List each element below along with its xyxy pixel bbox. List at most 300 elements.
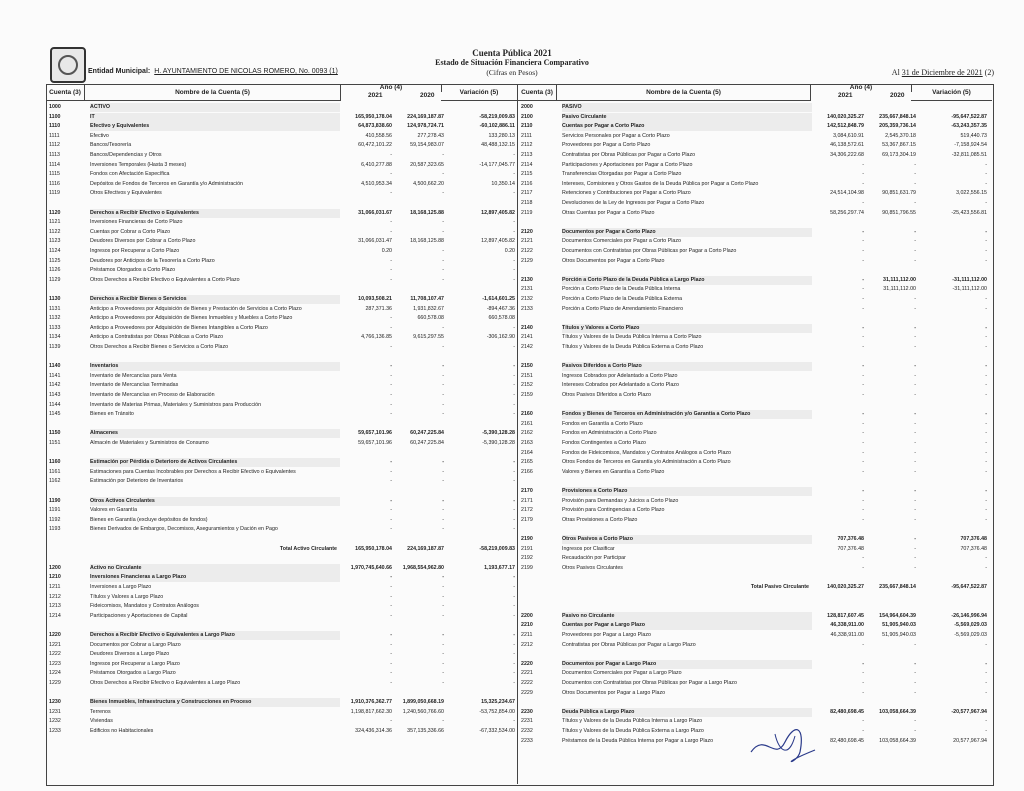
date-value: 31 de Diciembre de 2021 — [901, 68, 983, 77]
amount-2021: - — [390, 152, 392, 158]
amount-variacion: - — [985, 488, 987, 494]
amount-2020: - — [914, 468, 916, 475]
amount-2021: 142,512,848.79 — [827, 123, 864, 130]
amount-2020: - — [442, 363, 444, 370]
amount-2021: 64,873,838.60 — [358, 123, 392, 130]
col-nombre-right: Nombre de la Cuenta (5) — [557, 84, 811, 101]
amount-2021: - — [862, 440, 864, 446]
right-table-row — [519, 679, 989, 688]
amount-2020: - — [442, 190, 444, 197]
account-code: 2119 — [521, 209, 533, 216]
amount-2021: 128,817,607.45 — [827, 612, 864, 619]
amount-variacion: - — [513, 219, 515, 226]
left-table-row — [47, 295, 517, 304]
account-name: Documentos Comerciales por Pagar a Largo Plazo — [562, 670, 682, 677]
account-name: Inventario de Mercancías en Proceso de Elaboración — [90, 392, 215, 398]
account-code: 1145 — [49, 411, 61, 418]
account-code: 1121 — [49, 219, 61, 226]
account-code: 2163 — [521, 440, 533, 446]
account-name: Deudores por Anticipos de la Tesorería a Corto Plazo — [90, 257, 215, 264]
amount-2021: - — [390, 190, 392, 197]
right-table-row — [519, 650, 989, 659]
right-table-row — [519, 218, 989, 227]
amount-2021: - — [862, 276, 864, 283]
amount-2020: 277,278.43 — [417, 132, 444, 139]
amount-variacion: - — [985, 238, 987, 245]
right-table-row — [519, 228, 989, 237]
left-table-row — [47, 602, 517, 611]
left-table-row — [47, 343, 517, 352]
amount-2021: - — [862, 718, 864, 725]
amount-2020: 11,708,107.47 — [410, 296, 444, 302]
account-name: Provisión para Contingencias a Corto Plazo — [562, 507, 665, 514]
account-code: 2199 — [521, 564, 533, 571]
amount-variacion: - — [513, 478, 515, 485]
amount-2020: - — [914, 382, 916, 389]
amount-variacion: - — [985, 257, 987, 264]
account-code: 1232 — [49, 718, 61, 725]
right-table-row — [519, 247, 989, 256]
account-code: 1191 — [49, 507, 61, 514]
account-name: Porción a Corto Plazo de la Deuda Pública a Largo Plazo — [562, 276, 705, 283]
amount-variacion: - — [985, 334, 987, 341]
amount-variacion: - — [513, 190, 515, 197]
account-code: 1114 — [49, 161, 60, 168]
amount-2021: 46,138,572.61 — [830, 142, 864, 149]
amount-variacion: - — [513, 324, 515, 331]
amount-2020: - — [442, 632, 444, 638]
amount-2021: 31,066,031.67 — [358, 209, 392, 216]
account-code: 1139 — [49, 344, 61, 350]
amount-2020: - — [914, 555, 916, 562]
amount-2021: - — [390, 526, 392, 533]
account-name: Proveedores por Pagar a Corto Plazo — [562, 142, 651, 149]
account-code: 1144 — [49, 401, 61, 408]
left-table-row — [47, 727, 517, 736]
left-table-row — [47, 631, 517, 640]
account-code: 2179 — [521, 516, 533, 523]
account-code: 2231 — [521, 718, 533, 725]
account-name: Anticipo a Proveedores por Adquisición de Bienes y Prestación de Servicios a Corto Plazo — [90, 305, 302, 312]
amount-2020: - — [914, 507, 916, 514]
account-name: Fondos de Fideicomisos, Mandatos y Contratos Análogos a Corto Plazo — [562, 449, 732, 456]
account-name: Ingresos por Recuperar a Corto Plazo — [90, 248, 180, 254]
account-name: Otros Derechos a Recibir Efectivo o Equivalentes a Largo Plazo — [90, 680, 241, 686]
amount-variacion: -5,390,128.28 — [482, 430, 515, 437]
amount-2021: 324,436,314.36 — [355, 728, 392, 734]
amount-variacion: - — [513, 392, 515, 398]
account-code: 2131 — [521, 286, 533, 293]
amount-variacion: - — [985, 420, 987, 427]
amount-2020: - — [914, 488, 916, 494]
account-code: 2221 — [521, 670, 533, 677]
amount-2020: - — [442, 401, 444, 408]
amount-2020: - — [914, 459, 916, 466]
right-table-row — [519, 458, 989, 467]
amount-2020: - — [442, 392, 444, 398]
amount-2021: - — [862, 680, 864, 686]
right-table-row — [519, 180, 989, 189]
account-code: 2222 — [521, 680, 533, 686]
account-code: 1214 — [49, 612, 61, 619]
right-table-row — [519, 545, 989, 554]
left-table-row — [47, 439, 517, 448]
left-table-row — [47, 209, 517, 218]
amount-2021: - — [862, 180, 864, 187]
amount-variacion: - — [513, 257, 515, 264]
amount-variacion: - — [513, 718, 515, 725]
account-name: Documentos por Cobrar a Largo Plazo — [90, 641, 181, 648]
amount-2020: - — [914, 660, 916, 667]
amount-variacion: - — [985, 564, 987, 571]
amount-2021: 59,657,101.96 — [358, 440, 392, 446]
amount-2020: - — [914, 536, 916, 542]
amount-variacion: -58,219,009.83 — [479, 113, 515, 120]
date-prefix: Al — [891, 68, 900, 77]
col-cuenta-right: Cuenta (3) — [518, 84, 557, 101]
amount-2020: 660,578.08 — [417, 315, 444, 322]
amount-2021: - — [390, 507, 392, 514]
amount-2020: - — [914, 516, 916, 523]
account-code: 2160 — [521, 411, 533, 418]
account-name: Devoluciones de la Ley de Ingresos por Pagar a Corto Plazo — [562, 200, 705, 206]
amount-2020: - — [442, 459, 444, 466]
amount-2021: 140,020,325.27 — [827, 113, 864, 120]
amount-variacion: - — [513, 459, 515, 466]
account-code: 1132 — [49, 315, 61, 322]
amount-2020: - — [442, 478, 444, 485]
amount-2020: 224,169,187.87 — [407, 545, 444, 552]
left-table-row — [47, 583, 517, 592]
account-code: 1143 — [49, 392, 61, 398]
account-code: 2111 — [521, 132, 532, 139]
amount-2021: 4,766,136.85 — [361, 334, 392, 341]
account-name: Provisión para Demandas y Juicios a Corto Plazo — [562, 497, 679, 504]
right-table-row — [519, 525, 989, 534]
amount-2021: 1,198,817,662.30 — [350, 708, 392, 715]
amount-2020: - — [442, 680, 444, 686]
amount-2021: 3,084,610.91 — [833, 132, 864, 139]
account-name: Otros Documentos por Pagar a Corto Plazo — [562, 257, 665, 264]
amount-2020: - — [442, 152, 444, 158]
entity-line — [88, 68, 338, 75]
left-table-row — [47, 593, 517, 602]
account-code: 2114 — [521, 161, 533, 168]
amount-2020: - — [914, 670, 916, 677]
amount-2020: - — [442, 257, 444, 264]
amount-variacion: - — [985, 660, 987, 667]
amount-2021: - — [862, 372, 864, 379]
right-table-row — [519, 698, 989, 707]
amount-2021: 1,970,745,640.66 — [350, 564, 392, 571]
amount-variacion: - — [513, 593, 515, 600]
account-code: 2212 — [521, 641, 533, 648]
left-table-row — [47, 506, 517, 515]
left-table-row — [47, 458, 517, 467]
account-name: Anticipo a Proveedores por Adquisición de Bienes Inmuebles y Muebles a Corto Plazo — [90, 315, 293, 322]
amount-2021: - — [390, 276, 392, 283]
amount-2021: - — [862, 459, 864, 466]
amount-variacion: - — [985, 459, 987, 466]
amount-2020: - — [442, 516, 444, 523]
amount-2021: - — [390, 478, 392, 485]
account-name: Estimaciones para Cuentas Incobrables por Derechos a Recibir Efectivo o Equivalentes — [90, 468, 296, 475]
account-name: Otros Documentos por Pagar a Largo Plazo — [562, 689, 666, 696]
amount-2021: 82,480,698.45 — [830, 708, 864, 715]
amount-variacion: - — [985, 228, 987, 235]
right-table-row — [519, 285, 989, 294]
amount-variacion: 20,577,967.94 — [953, 737, 987, 744]
amount-variacion: 133,280.13 — [488, 132, 515, 139]
amount-2020: - — [914, 257, 916, 264]
amount-2021: 60,472,101.22 — [358, 142, 392, 149]
account-code: 2190 — [521, 536, 533, 542]
account-code: 2140 — [521, 324, 533, 331]
right-table-row — [519, 324, 989, 333]
account-code: 2142 — [521, 344, 533, 350]
amount-2021: - — [390, 497, 392, 504]
amount-2021: - — [862, 689, 864, 696]
amount-2021: - — [390, 660, 392, 667]
amount-2020: - — [914, 718, 916, 725]
account-name: Total Activo Circulante — [279, 545, 337, 552]
amount-2020: - — [914, 171, 916, 178]
amount-2021: - — [862, 497, 864, 504]
account-code: 1162 — [49, 478, 61, 485]
amount-variacion: - — [985, 497, 987, 504]
document-subtitle: Estado de Situación Financiera Comparativo — [435, 58, 589, 67]
left-table-row — [47, 228, 517, 237]
col-2021-right: 2021 — [838, 92, 853, 99]
left-table-row — [47, 161, 517, 170]
left-table-row — [47, 669, 517, 678]
account-name: Inversiones a Largo Plazo — [90, 584, 152, 590]
amount-2021: - — [862, 200, 864, 206]
left-table-row — [47, 708, 517, 717]
account-code: 1233 — [49, 728, 61, 734]
left-table-row — [47, 487, 517, 496]
amount-2021: - — [390, 718, 392, 725]
right-table-row — [519, 420, 989, 429]
amount-variacion: - — [513, 632, 515, 638]
amount-2020: 31,111,112.00 — [883, 276, 916, 283]
amount-2021: 6,410,277.88 — [361, 161, 392, 168]
right-table-row — [519, 343, 989, 352]
account-name: Edificios no Habitacionales — [90, 728, 154, 734]
amount-variacion: - — [985, 171, 987, 178]
account-code: 1142 — [49, 382, 61, 389]
left-table-row — [47, 314, 517, 323]
account-name: Títulos y Valores de la Deuda Pública Interna a Largo Plazo — [562, 718, 703, 725]
account-code: 1112 — [49, 142, 60, 149]
amount-variacion: -894,467.36 — [486, 305, 515, 312]
account-name: Inventarios — [90, 363, 119, 370]
account-code: 2130 — [521, 276, 533, 283]
account-name: Documentos Comerciales por Pagar a Corto Plazo — [562, 238, 681, 245]
left-table-row — [47, 305, 517, 314]
account-code: 2118 — [521, 200, 533, 206]
account-name: Provisiones a Corto Plazo — [562, 488, 628, 494]
account-code: 2165 — [521, 459, 533, 466]
account-code: 1210 — [49, 574, 61, 581]
right-table-row — [519, 141, 989, 150]
amount-2021: - — [862, 641, 864, 648]
amount-2020: - — [442, 228, 444, 235]
amount-2021: - — [862, 430, 864, 437]
col-2021-left: 2021 — [368, 92, 383, 99]
account-code: 2000 — [521, 104, 533, 110]
right-table-row — [519, 564, 989, 573]
amount-2021: 165,950,178.04 — [355, 545, 392, 552]
amount-2020: - — [914, 372, 916, 379]
currency-note: (Cifras en Pesos) — [486, 68, 538, 77]
amount-variacion: - — [513, 171, 515, 178]
amount-2020: 103,058,664.39 — [879, 708, 916, 715]
right-table-row — [519, 506, 989, 515]
amount-variacion: - — [985, 670, 987, 677]
account-name: Retenciones y Contribuciones por Pagar a Corto Plazo — [562, 190, 691, 197]
amount-variacion: - — [513, 497, 515, 504]
account-name: Depósitos de Fondos de Terceros en Garantía y/o Administración — [90, 180, 244, 187]
amount-variacion: -26,146,996.94 — [951, 612, 987, 619]
amount-2020: - — [442, 670, 444, 677]
right-table-row — [519, 621, 989, 630]
amount-2020: - — [914, 689, 916, 696]
amount-variacion: - — [513, 363, 515, 370]
account-name: Estimación por Pérdida o Deterioro de Activos Circulantes — [90, 459, 238, 466]
amount-2020: - — [914, 728, 916, 734]
account-code: 2170 — [521, 488, 533, 494]
account-code: 1161 — [49, 468, 61, 475]
account-code: 1223 — [49, 660, 61, 667]
account-name: Otras Cuentas por Pagar a Corto Plazo — [562, 209, 655, 216]
amount-2021: - — [862, 305, 864, 312]
account-code: 2115 — [521, 171, 533, 178]
amount-2021: - — [862, 296, 864, 302]
right-table-row — [519, 353, 989, 362]
amount-2021: 1,910,376,362.77 — [350, 699, 392, 706]
account-name: Total Pasivo Circulante — [750, 584, 809, 590]
amount-variacion: - — [513, 276, 515, 283]
amount-2020: - — [914, 411, 916, 418]
amount-variacion: -31,111,112.00 — [952, 276, 987, 283]
amount-2021: - — [390, 401, 392, 408]
amount-2021: - — [390, 372, 392, 379]
amount-2020: - — [442, 411, 444, 418]
amount-variacion: 15,325,234.67 — [481, 699, 515, 706]
amount-2021: - — [390, 603, 392, 610]
amount-2021: - — [862, 382, 864, 389]
amount-variacion: -32,811,085.51 — [951, 152, 987, 158]
amount-2020: 2,545,370.18 — [885, 132, 916, 139]
account-name: Anticipo a Contratistas por Obras Públicas a Corto Plazo — [90, 334, 224, 341]
right-table-row — [519, 631, 989, 640]
amount-2020: 103,058,664.39 — [879, 737, 916, 744]
left-table-row — [47, 420, 517, 429]
amount-2021: - — [862, 411, 864, 418]
amount-2020: 59,154,983.07 — [410, 142, 444, 149]
account-name: Intereses Cobrados por Adelantado a Corto Plazo — [562, 382, 679, 389]
right-table-row — [519, 468, 989, 477]
amount-2021: - — [390, 612, 392, 619]
amount-2020: - — [914, 296, 916, 302]
left-table-row — [47, 401, 517, 410]
amount-2020: - — [914, 324, 916, 331]
account-name: Efectivo y Equivalentes — [90, 123, 150, 130]
account-name: Deudores Diversos a Largo Plazo — [90, 651, 170, 658]
account-code: 1192 — [49, 516, 61, 523]
account-name: Contratistas por Obras Públicas por Pagar a Largo Plazo — [562, 641, 696, 648]
amount-2021: - — [862, 363, 864, 370]
left-table-row — [47, 285, 517, 294]
account-code: 2113 — [521, 152, 533, 158]
amount-variacion: - — [985, 689, 987, 696]
account-code: 2112 — [521, 142, 533, 149]
amount-2020: - — [442, 507, 444, 514]
amount-variacion: - — [985, 440, 987, 446]
amount-2020: 154,964,604.39 — [879, 612, 916, 619]
amount-2020: - — [914, 200, 916, 206]
account-name: Contratistas por Obras Públicas por Pagar a Corto Plazo — [562, 152, 696, 158]
amount-2020: - — [914, 420, 916, 427]
account-name: Porción a Corto Plazo de Arrendamiento Financiero — [562, 305, 684, 312]
amount-variacion: - — [513, 641, 515, 648]
account-code: 1200 — [49, 564, 61, 571]
account-code: 2141 — [521, 334, 533, 341]
amount-variacion: - — [985, 180, 987, 187]
left-table-row — [47, 641, 517, 650]
account-name: Almacenes — [90, 430, 118, 437]
account-name: Bienes en Garantía (excluye depósitos de fondos) — [90, 516, 208, 523]
right-table-row — [519, 161, 989, 170]
left-table-row — [47, 516, 517, 525]
amount-variacion: - — [513, 344, 515, 350]
amount-2020: 90,851,631.79 — [882, 190, 916, 197]
left-table-row — [47, 132, 517, 141]
account-name: Bienes en Tránsito — [90, 411, 134, 418]
col-2020-right: 2020 — [890, 92, 905, 99]
account-code: 2233 — [521, 737, 533, 744]
account-code: 1230 — [49, 699, 61, 706]
right-table-row — [519, 333, 989, 342]
amount-2021: - — [862, 257, 864, 264]
amount-variacion: 12,897,405.82 — [481, 209, 515, 216]
account-name: Intereses, Comisiones y Otros Gastos de la Deuda Pública por Pagar a Corto Plazo — [562, 180, 759, 187]
account-name: Documentos por Pagar a Corto Plazo — [562, 228, 656, 235]
account-name: Documentos con Contratistas por Obras Públicas por Pagar a Corto Plazo — [562, 248, 737, 254]
right-table-row — [519, 535, 989, 544]
amount-2020: 1,240,560,766.60 — [402, 708, 444, 715]
account-name: Anticipo a Proveedores por Adquisición de Bienes Intangibles a Corto Plazo — [90, 324, 268, 331]
amount-variacion: - — [513, 411, 515, 418]
account-name: Valores en Garantía — [90, 507, 138, 514]
amount-2021: - — [390, 228, 392, 235]
amount-2020: - — [442, 612, 444, 619]
account-name: Fondos en Administración a Corto Plazo — [562, 430, 657, 437]
right-table-row — [519, 708, 989, 717]
amount-variacion: -25,423,556.81 — [951, 209, 987, 216]
account-name: Ingresos Cobrados por Adelantado a Corto Plazo — [562, 372, 678, 379]
right-table-row — [519, 170, 989, 179]
amount-2021: - — [390, 219, 392, 226]
account-code: 1212 — [49, 593, 61, 600]
amount-2020: 235,667,848.14 — [879, 584, 916, 590]
right-table-row — [519, 103, 989, 112]
amount-2020: - — [914, 641, 916, 648]
amount-2021: 165,950,178.04 — [355, 113, 392, 120]
left-table-row — [47, 333, 517, 342]
amount-variacion: -31,111,112.00 — [952, 286, 987, 293]
